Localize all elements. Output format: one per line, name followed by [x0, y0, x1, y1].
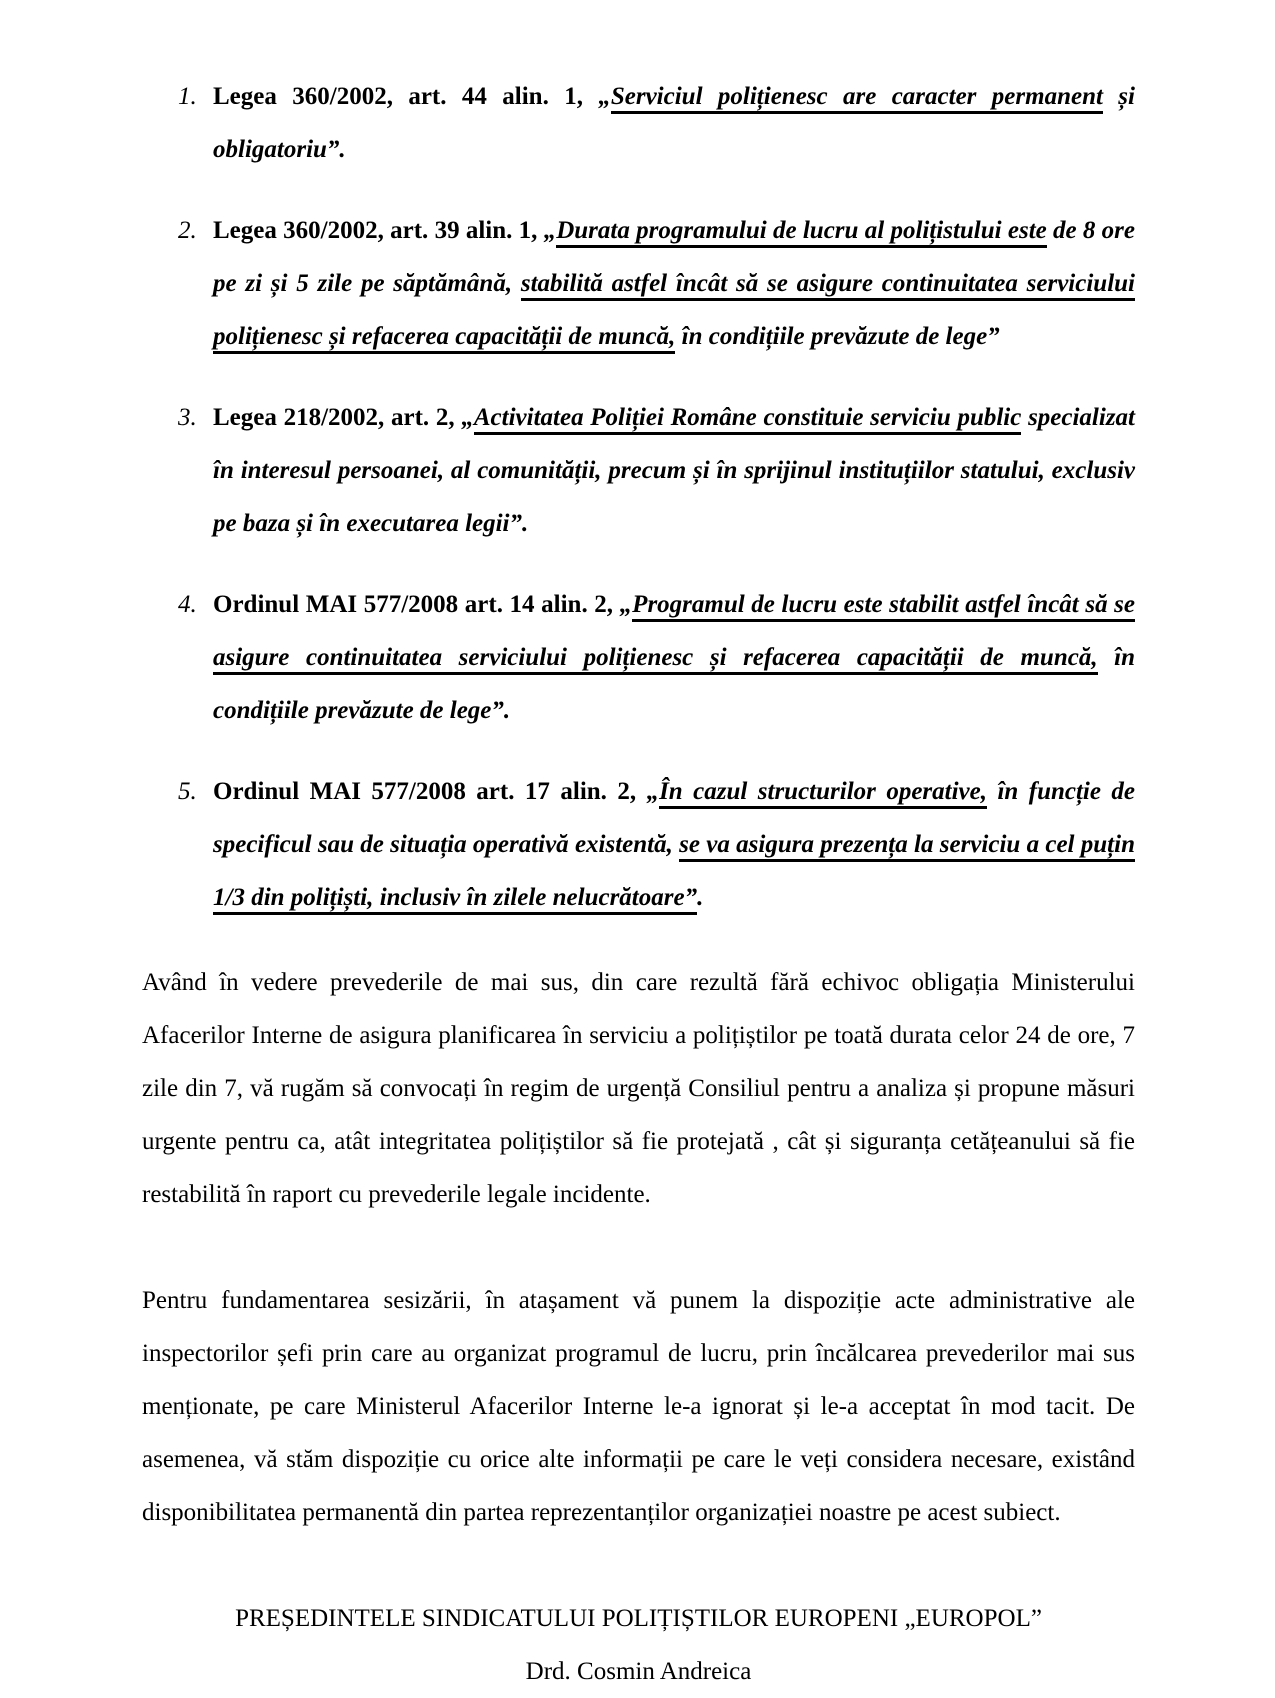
text-segment: „	[598, 83, 611, 110]
text-segment: Legea 218/2002, art. 2,	[213, 404, 462, 431]
list-item-text	[213, 765, 1135, 924]
text-segment: în condițiile prevăzute de lege”.	[213, 644, 1135, 724]
legal-references-list	[142, 70, 1135, 924]
list-item-text	[213, 204, 1135, 363]
text-segment: Ordinul MAI 577/2008 art. 14 alin. 2,	[213, 591, 620, 618]
text-segment: se va asigura prezența la serviciu a cel puțin 1/3 din polițiști, inclusiv în zilele nelucrătoare”	[213, 831, 1135, 915]
list-item-number: 3.	[178, 404, 197, 431]
text-segment: Legea 360/2002, art. 39 alin. 1,	[213, 217, 544, 244]
text-segment: Programul de lucru este stabilit astfel încât să se asigure continuitatea serviciului polițienesc și refacerea capacității de muncă,	[213, 591, 1135, 675]
text-segment: „	[619, 591, 633, 618]
text-segment: specializat în interesul persoanei, al comunității, precum și în sprijinul instituțiilor statului, exclusiv pe baza și în executarea legii”.	[213, 404, 1135, 537]
text-segment: Durata programului de lucru al polițistului este	[556, 217, 1047, 248]
signature-name: Drd. Cosmin Andreica	[525, 1658, 752, 1685]
list-item-number: 4.	[178, 591, 197, 618]
legal-reference-item	[142, 204, 1135, 363]
signature-title: PREȘEDINTELE SINDICATULUI POLIȚIȘTILOR EUROPENI „EUROPOL”	[235, 1605, 1042, 1632]
list-item-number: 2.	[178, 217, 197, 244]
legal-reference-item	[142, 765, 1135, 924]
text-segment: Legea 360/2002, art. 44 alin. 1,	[213, 83, 599, 110]
paragraph-request: Având în vedere prevederile de mai sus, din care rezultă fără echivoc obligația Ministerului Afacerilor Interne de asigura planificarea în serviciu a polițiștilor pe toată durata celor 24 de ore, 7 zile din 7, vă rugăm să convocați în regim de urgență Consiliul pentru a analiza și propune măsuri urgente pentru ca, atât integritatea polițiștilor să fie protejată , cât și siguranța cetățeanului să fie restabilită în raport cu prevederile legale incidente.	[142, 969, 1135, 1208]
text-segment: de 8 ore pe zi și 5 zile pe săptămână,	[213, 217, 1136, 297]
text-segment: Activitatea Poliției Române constituie serviciu public	[474, 404, 1021, 435]
text-segment: „	[543, 217, 557, 244]
paragraph-attachments: Pentru fundamentarea sesizării, în atașament vă punem la dispoziție acte administrative ale inspectorilor șefi prin care au organizat programul de lucru, prin încălcarea prevederilor mai sus menționate, pe care Ministerul Afacerilor Interne le-a ignorat și le-a acceptat în mod tacit. De asemenea, vă stăm dispoziție cu orice alte informații pe care le veți considera necesare, existând disponibilitatea permanentă din partea reprezentanților organizației noastre pe acest subiect.	[142, 1287, 1135, 1526]
text-segment: „	[646, 778, 660, 805]
list-item-text	[213, 70, 1135, 176]
text-segment: Serviciul polițienesc are caracter permanent	[611, 83, 1103, 114]
legal-reference-item	[142, 70, 1135, 176]
list-item-text	[213, 391, 1135, 550]
list-item-number: 1.	[178, 83, 197, 110]
text-segment: în funcție de specificul sau de situația operativă existentă,	[213, 778, 1136, 858]
legal-reference-item	[142, 578, 1135, 737]
text-segment: în condițiile prevăzute de lege”	[675, 323, 1000, 350]
text-segment: Ordinul MAI 577/2008 art. 17 alin. 2,	[213, 778, 647, 805]
text-segment: și obligatoriu”.	[213, 83, 1135, 163]
legal-reference-item	[142, 391, 1135, 550]
text-segment: „	[461, 404, 474, 431]
text-segment: .	[697, 884, 704, 911]
text-segment: În cazul structurilor operative,	[659, 778, 987, 809]
signature-block	[142, 1592, 1135, 1698]
list-item-text	[213, 578, 1135, 737]
text-segment: stabilită astfel încât să se asigure continuitatea serviciului polițienesc și refacerea capacității de muncă,	[213, 270, 1135, 354]
list-item-number: 5.	[178, 778, 197, 805]
